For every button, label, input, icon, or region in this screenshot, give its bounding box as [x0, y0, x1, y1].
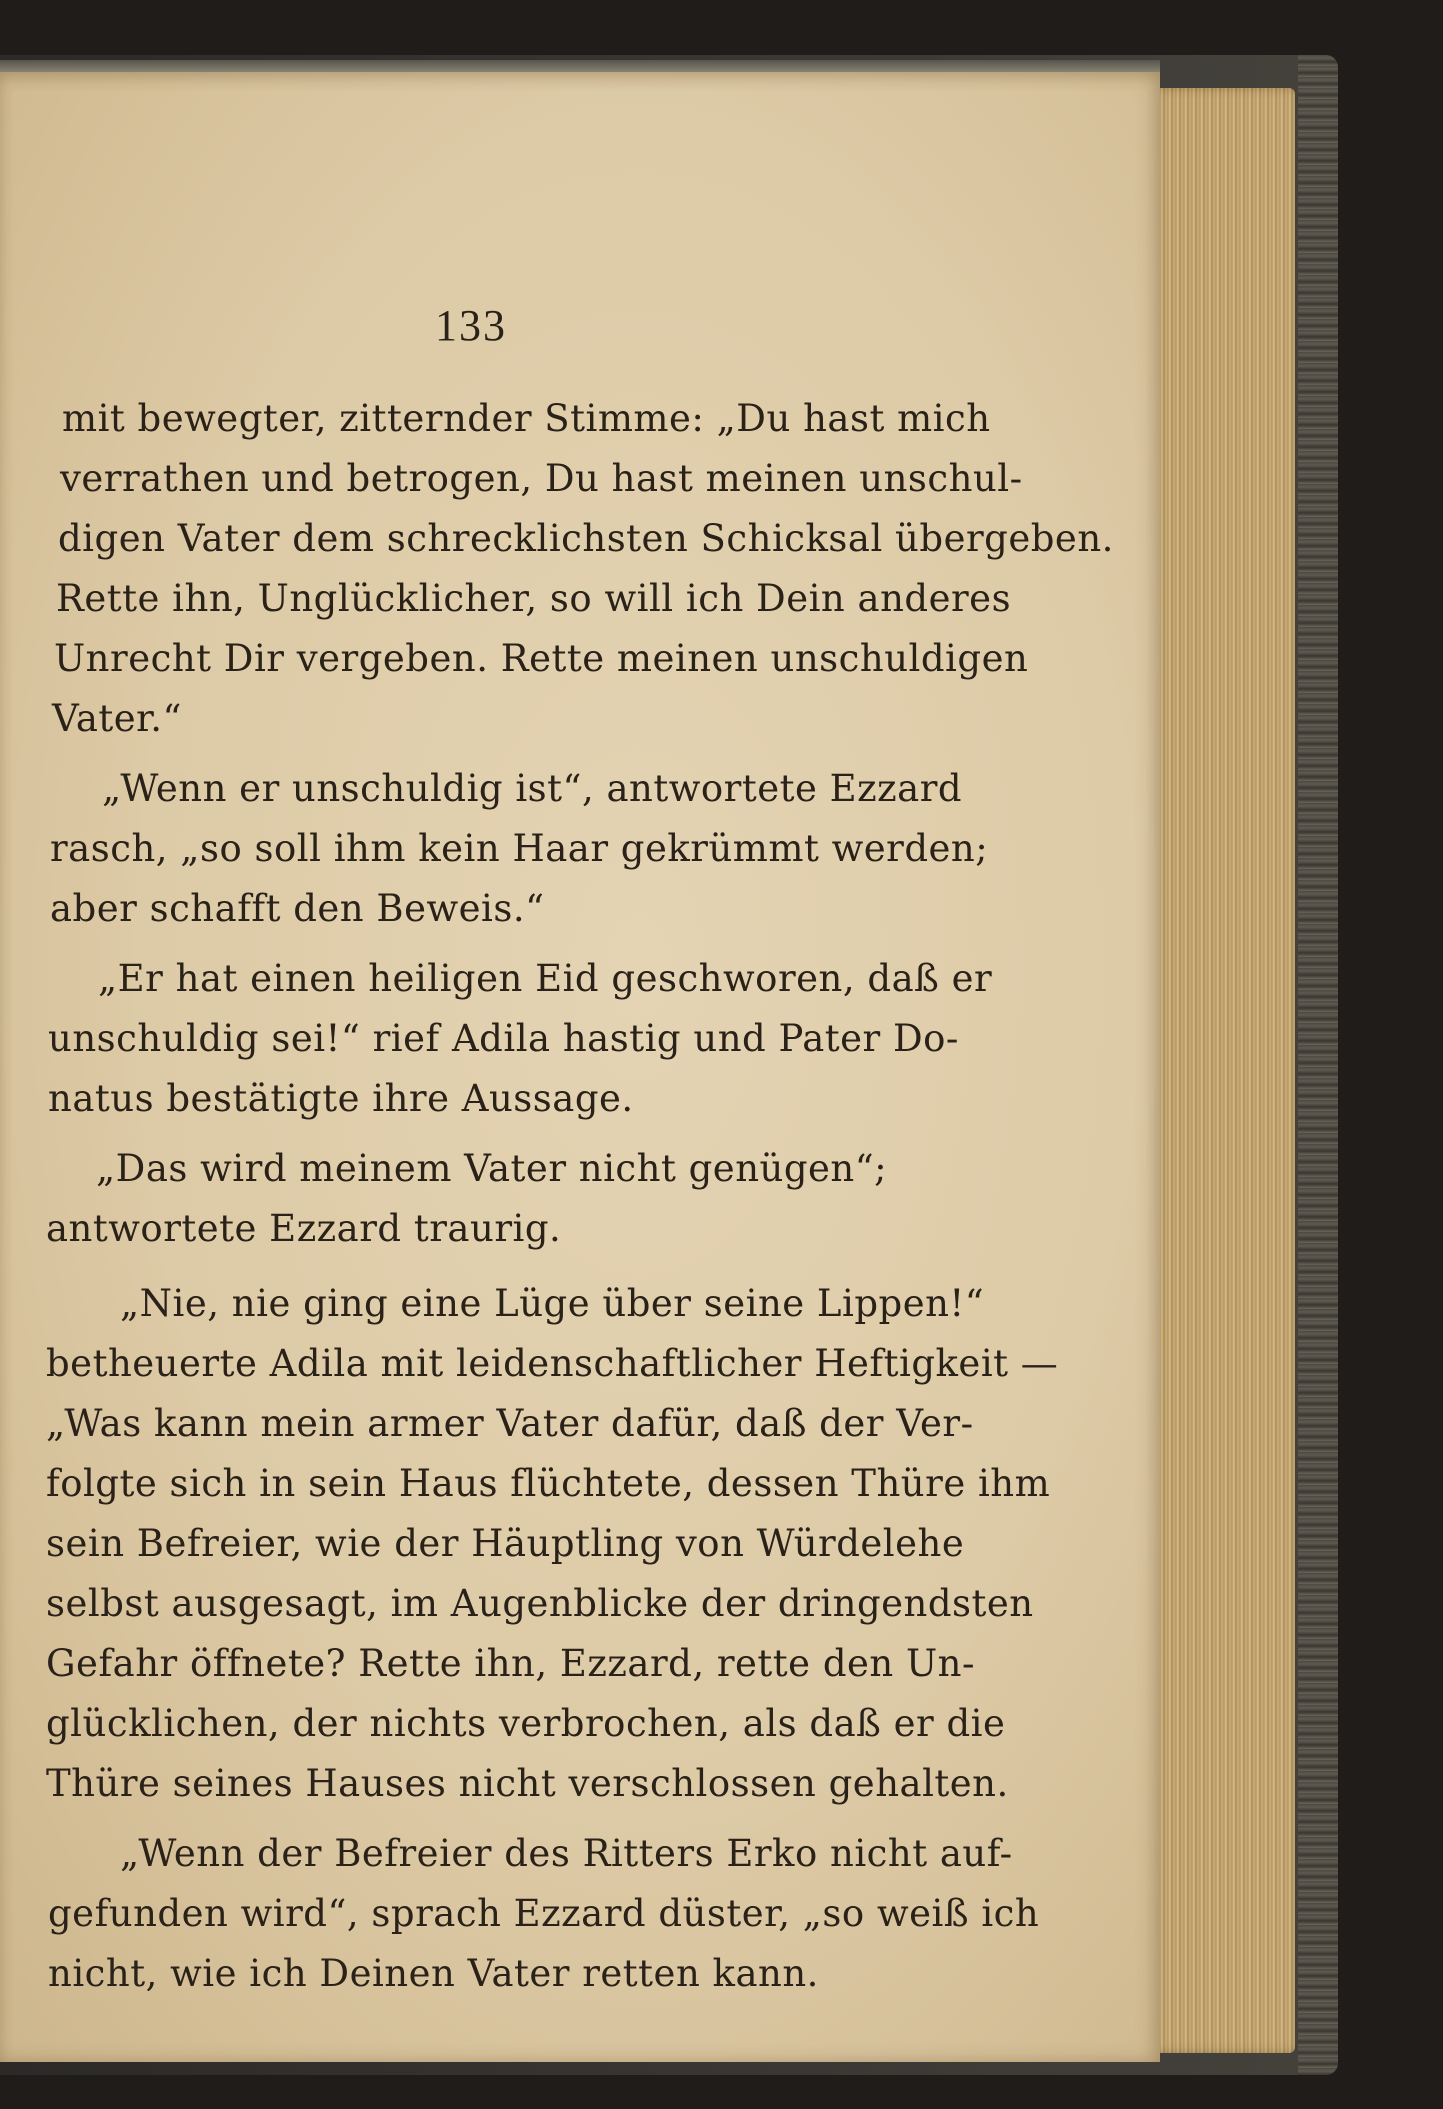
text-line: glücklichen, der nichts verbrochen, als daß er die	[46, 1702, 1006, 1745]
text-line: nicht, wie ich Deinen Vater retten kann.	[48, 1952, 819, 1995]
text-line: „Nie, nie ging eine Lüge über seine Lippen!“	[120, 1282, 985, 1325]
text-line: „Wenn der Befreier des Ritters Erko nicht auf-	[120, 1832, 1013, 1875]
text-line: „Er hat einen heiligen Eid geschworen, daß er	[98, 957, 993, 1000]
cover-edge	[1298, 55, 1338, 2075]
text-line: Vater.“	[52, 697, 182, 740]
text-line: unschuldig sei!“ rief Adila hastig und Pater Do-	[48, 1017, 959, 1060]
text-line: „Wenn er unschuldig ist“, antwortete Ezzard	[102, 767, 963, 810]
text-line: Unrecht Dir vergeben. Rette meinen unschuldigen	[54, 637, 1029, 680]
text-line: sein Befreier, wie der Häuptling von Würdelehe	[46, 1522, 965, 1565]
text-line: verrathen und betrogen, Du hast meinen unschul-	[60, 457, 1023, 500]
text-line: betheuerte Adila mit leidenschaftlicher Heftigkeit —	[46, 1342, 1059, 1385]
text-line: natus bestätigte ihre Aussage.	[48, 1077, 634, 1120]
text-line: Gefahr öffnete? Rette ihn, Ezzard, rette den Un-	[46, 1642, 976, 1685]
text-line: mit bewegter, zitternder Stimme: „Du hast mich	[62, 397, 991, 440]
book-page	[0, 72, 1160, 2062]
text-line: Rette ihn, Unglücklicher, so will ich Dein anderes	[56, 577, 1012, 620]
text-line: rasch, „so soll ihm kein Haar gekrümmt werden;	[50, 827, 989, 870]
text-line: Thüre seines Hauses nicht verschlossen gehalten.	[46, 1762, 1009, 1805]
text-line: „Das wird meinem Vater nicht genügen“;	[96, 1147, 888, 1190]
text-line: digen Vater dem schrecklichsten Schicksal übergeben.	[58, 517, 1114, 560]
page-number: 133	[435, 301, 507, 350]
page-stack-edge	[1150, 88, 1295, 2053]
text-line: selbst ausgesagt, im Augenblicke der dringendsten	[46, 1582, 1034, 1625]
text-line: antwortete Ezzard traurig.	[46, 1207, 562, 1250]
text-line: aber schafft den Beweis.“	[50, 887, 545, 930]
text-line: gefunden wird“, sprach Ezzard düster, „so weiß ich	[48, 1892, 1040, 1935]
text-line: folgte sich in sein Haus flüchtete, dessen Thüre ihm	[46, 1462, 1051, 1505]
text-line: „Was kann mein armer Vater dafür, daß der Ver-	[46, 1402, 974, 1445]
